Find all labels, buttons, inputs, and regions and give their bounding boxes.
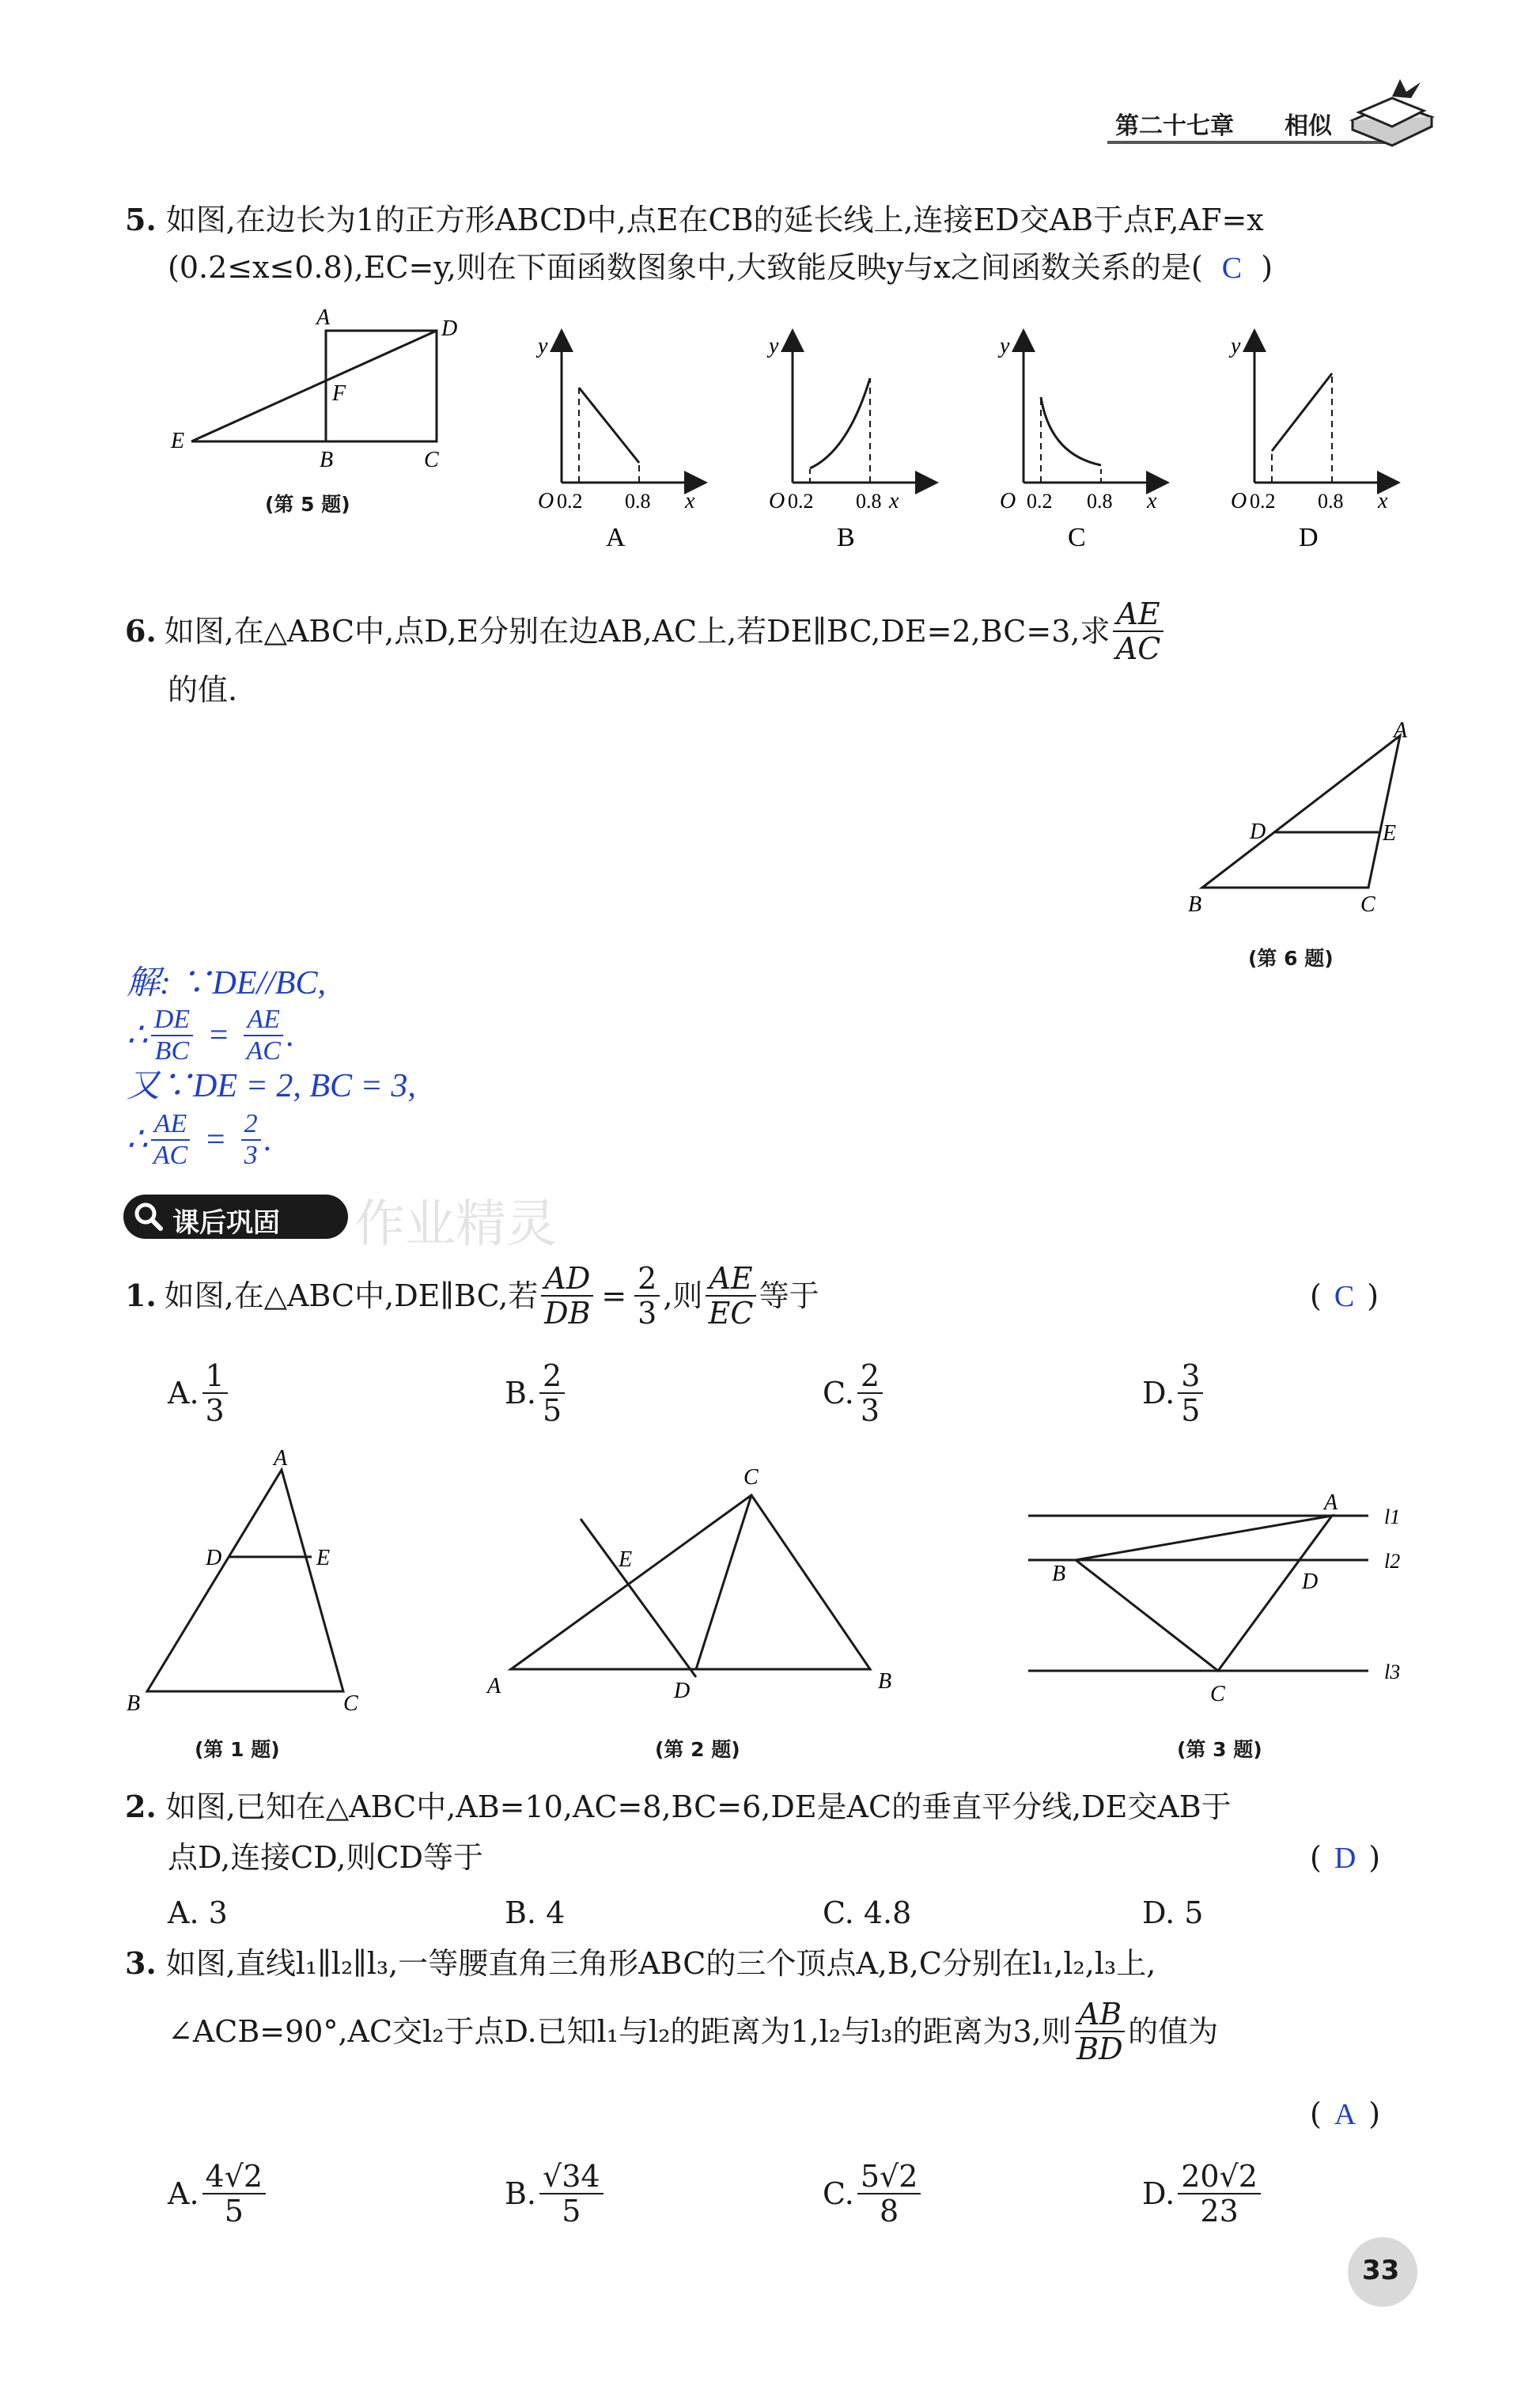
graph-d-label: D [1299,523,1319,552]
graph-a-t2: 0.8 [625,490,651,513]
p1-f3d: EC [708,1296,754,1331]
solution-l2-f1d: BC [154,1036,190,1066]
p3-opt-b-d: 5 [562,2194,581,2228]
graph-b-y: y [769,334,779,358]
p1-opt-b-n: 2 [539,1359,565,1394]
graph-c [997,334,1158,552]
q6-number: 6. [125,613,157,649]
graph-d-t1: 0.2 [1250,490,1276,513]
p2-line1 [125,1789,1232,1824]
q6-label-e: E [1383,821,1397,846]
fig3-l3: l3 [1384,1660,1401,1683]
solution-l4-vn: 2 [241,1109,261,1141]
p3-line2-end: 的值为 [1128,2014,1219,2049]
p3-number: 3. [125,1945,157,1981]
q6-line1 [125,593,1167,669]
section-title: 课后巩固 [172,1207,280,1239]
p1-opt-d-label: D. [1142,1376,1175,1411]
p1-opt-d-d: 5 [1181,1393,1201,1428]
graph-b [766,334,927,552]
chapter-label: 第二十七章 [1115,112,1234,140]
p3-option-a [168,2160,269,2228]
solution-line2 [127,1005,294,1066]
p1-opt-a-d: 3 [205,1393,225,1428]
p2-answer-box: ( D ) [1310,1840,1381,1875]
svg-text:D: D [1302,1570,1319,1594]
solution-l4-prefix: ∴ [127,1122,148,1158]
q6-caption: (第 6 题) [1248,947,1334,970]
solution-l2-prefix: ∴ [127,1017,148,1054]
p3-option-d [1142,2160,1264,2228]
svg-text:B: B [1052,1562,1066,1586]
p1-f2n: 2 [634,1262,660,1297]
q5-answer: C [1221,252,1243,285]
p1-post: 等于 [759,1278,819,1313]
p1-eq: = [601,1278,627,1313]
p3-frac [1075,1998,1125,2066]
page-number: 33 [1362,2255,1400,2286]
graph-a [535,334,696,552]
q5-caption: (第 5 题) [265,493,350,516]
book-icon [1345,65,1440,152]
p3-fd: BD [1076,2032,1123,2066]
p3-fn: AB [1075,1998,1125,2032]
p1-answer: C [1334,1280,1355,1313]
svg-text:A: A [274,1446,288,1471]
p1-option-d [1142,1359,1206,1427]
p3-opt-c-d: 8 [880,2194,899,2228]
p2-text-line1: 如图,已知在△ABC中,AB=10,AC=8,BC=6,DE是AC的垂直平分线,DE交AB于 [165,1789,1232,1824]
p2-line2: 点D,连接CD,则CD等于 [168,1840,484,1875]
solution-l4-eq: = [204,1122,227,1158]
p1-question [125,1258,819,1334]
q5-line1 [125,203,1264,237]
svg-text:C: C [744,1465,759,1490]
q6-frac-num: AE [1113,597,1163,632]
p3-answer: A [1334,2098,1356,2131]
p3-opt-a-frac [202,2160,267,2228]
p1-option-a [168,1359,231,1427]
p2-number: 2. [125,1789,157,1824]
p3-opt-b-label: B. [505,2176,537,2211]
p3-opt-c-frac [857,2160,921,2228]
q5-label-e: E [171,429,185,453]
graph-a-y: y [538,334,548,358]
fig2-triangle [475,1456,918,1709]
p1-option-b [505,1359,568,1427]
p3-text-line2: ∠ACB=90°,AC交l₂于点D.已知l₁与l₂的距离为1,l₂与l₃的距离为3,则 [168,2014,1072,2049]
q5-text-line2: (0.2≤x≤0.8),EC=y,则在下面函数图象中,大致能反映y与x之间函数关系的是( [168,250,1203,285]
graph-d [1228,334,1389,552]
p3-option-b [505,2160,607,2228]
q5-graphs [514,324,1416,562]
p3-opt-d-frac [1178,2160,1261,2228]
p1-f1n: AD [541,1262,593,1297]
solution-line1: 解: ∵DE//BC, [127,965,326,1002]
graph-d-t2: 0.8 [1318,490,1344,513]
p1-mid: ,则 [663,1278,703,1313]
p3-opt-d-label: D. [1142,2176,1175,2211]
p1-opt-c-n: 2 [857,1359,883,1394]
solution-l4-frac1 [151,1109,191,1171]
q5-square-figure [158,301,490,506]
p3-text-line1: 如图,直线l₁∥l₂∥l₃,一等腰直角三角形ABC的三个顶点A,B,C分别在l₁,l₂,l₃上, [165,1946,1156,1981]
section-header [123,1195,348,1239]
p1-opt-a-n: 1 [202,1359,228,1394]
p3-opt-d-d: 23 [1200,2194,1239,2228]
solution-l4-fn: AE [151,1109,191,1141]
q5-close: ) [1261,250,1273,285]
watermark: 作业精灵 [354,1195,557,1254]
search-icon [133,1201,165,1233]
q6-label-b: B [1188,892,1202,917]
p1-f2d: 3 [638,1296,657,1331]
q6-label-d: D [1250,820,1266,844]
q5-line2 [168,250,1273,286]
q6-label-a: A [1394,718,1408,743]
q6-label-c: C [1360,892,1375,917]
solution-l2-frac2 [244,1005,283,1066]
fig2-caption: (第 2 题) [655,1738,740,1761]
fig3-l2: l2 [1384,1550,1401,1573]
graph-a-o: O [538,489,554,513]
graph-c-o: O [1000,489,1016,513]
graph-b-t2: 0.8 [856,490,882,513]
fig1-caption: (第 1 题) [195,1738,280,1761]
p1-frac3 [706,1262,755,1330]
svg-text:B: B [127,1691,141,1715]
p3-opt-a-n: 4√2 [202,2160,267,2194]
svg-text:C: C [343,1691,358,1715]
q5-label-c: C [424,448,439,472]
solution-line4 [127,1109,272,1171]
graph-d-x: x [1378,489,1388,513]
solution-l2-frac1 [151,1005,193,1066]
p1-frac2 [634,1262,660,1330]
solution-l2-f2d: AC [246,1036,281,1066]
p1-option-c [823,1359,886,1427]
q6-fraction [1113,597,1163,665]
q6-text-line1: 如图,在△ABC中,点D,E分别在边AB,AC上,若DE∥BC,DE=2,BC=3,求 [164,614,1111,649]
p1-frac1 [541,1262,593,1330]
fig3-l1: l1 [1384,1505,1401,1528]
svg-text:D: D [674,1679,691,1703]
graph-c-t2: 0.8 [1087,490,1113,513]
p1-f1d: DB [544,1296,591,1331]
svg-text:D: D [206,1546,222,1570]
p3-opt-c-n: 5√2 [857,2160,921,2194]
chapter-title: 相似 [1285,112,1332,140]
page-number-badge [1348,2237,1417,2307]
svg-text:E: E [619,1547,633,1572]
fig1-triangle [119,1446,380,1715]
q5-text-line1: 如图,在边长为1的正方形ABCD中,点E在CB的延长线上,连接ED交AB于点F,AF=x [165,203,1264,237]
p3-opt-b-frac [539,2160,604,2228]
svg-text:B: B [878,1669,892,1694]
solution-l2-eq: = [207,1017,230,1054]
svg-text:E: E [316,1546,331,1570]
p2-answer: D [1334,1842,1356,1875]
p3-opt-a-label: A. [168,2176,199,2211]
p3-line1 [125,1946,1156,1981]
p1-opt-b-frac [539,1359,565,1427]
p2-option-c: C. 4.8 [823,1895,912,1930]
graph-b-x: x [889,489,899,513]
q5-label-f: F [332,381,346,406]
p1-answer-box: ( C ) [1310,1278,1379,1313]
graph-a-label: A [606,523,626,552]
p3-opt-d-n: 20√2 [1178,2160,1261,2194]
svg-text:C: C [1210,1682,1225,1706]
p1-opt-c-label: C. [823,1376,854,1411]
p1-opt-d-n: 3 [1178,1359,1203,1394]
graph-b-o: O [769,489,785,513]
q6-line2: 的值. [168,672,238,707]
graph-c-t1: 0.2 [1027,490,1053,513]
p1-opt-b-d: 5 [543,1393,562,1428]
solution-l4-vd: 3 [244,1141,258,1170]
graph-c-label: C [1068,523,1086,552]
p1-opt-c-d: 3 [860,1393,880,1428]
p1-opt-b-label: B. [505,1376,537,1411]
graph-c-y: y [1000,334,1010,358]
p3-line2 [168,1994,1218,2069]
p1-opt-c-frac [857,1359,883,1427]
p1-opt-a-label: A. [168,1376,199,1411]
p3-opt-c-label: C. [823,2176,854,2211]
graph-b-t1: 0.2 [788,490,814,513]
p3-answer-box: ( A ) [1310,2096,1381,2131]
solution-l4-frac2 [241,1109,261,1171]
graph-d-o: O [1231,489,1247,513]
solution-line3: 又∵DE = 2, BC = 3, [127,1068,416,1104]
p3-opt-b-n: √34 [539,2160,604,2194]
p2-option-b: B. 4 [505,1895,566,1930]
fig3-parallel-lines [1020,1479,1416,1709]
solution-l4-end: . [263,1122,273,1158]
q5-label-a: A [316,305,331,330]
p3-opt-a-d: 5 [224,2194,244,2228]
solution-l4-fd: AC [153,1141,188,1170]
p1-opt-d-frac [1178,1359,1203,1427]
graph-a-x: x [685,489,695,513]
fig3-caption: (第 3 题) [1177,1738,1262,1761]
p1-opt-a-frac [202,1359,228,1427]
solution-l2-f2n: AE [244,1005,283,1036]
p2-option-a: A. 3 [168,1895,228,1930]
q5-number: 5. [125,202,157,237]
p1-number: 1. [125,1278,157,1313]
solution-l2-end: . [286,1017,295,1054]
graph-c-x: x [1147,489,1157,513]
p2-option-d: D. 5 [1142,1895,1204,1930]
q5-label-b: B [320,448,334,472]
q6-figure [1171,712,1440,918]
graph-d-y: y [1231,334,1241,358]
solution-l2-f1n: DE [151,1005,193,1036]
graph-a-t1: 0.2 [557,490,583,513]
svg-text:A: A [1324,1490,1338,1515]
q5-label-d: D [441,316,458,341]
fig1-label-a: AB [119,1446,120,1447]
svg-text:A: A [487,1674,501,1698]
p3-option-c [823,2160,924,2228]
p1-pre: 如图,在△ABC中,DE∥BC,若 [164,1278,539,1313]
p1-f3n: AE [706,1262,755,1297]
q6-frac-den: AC [1115,631,1161,666]
graph-b-label: B [837,523,855,552]
